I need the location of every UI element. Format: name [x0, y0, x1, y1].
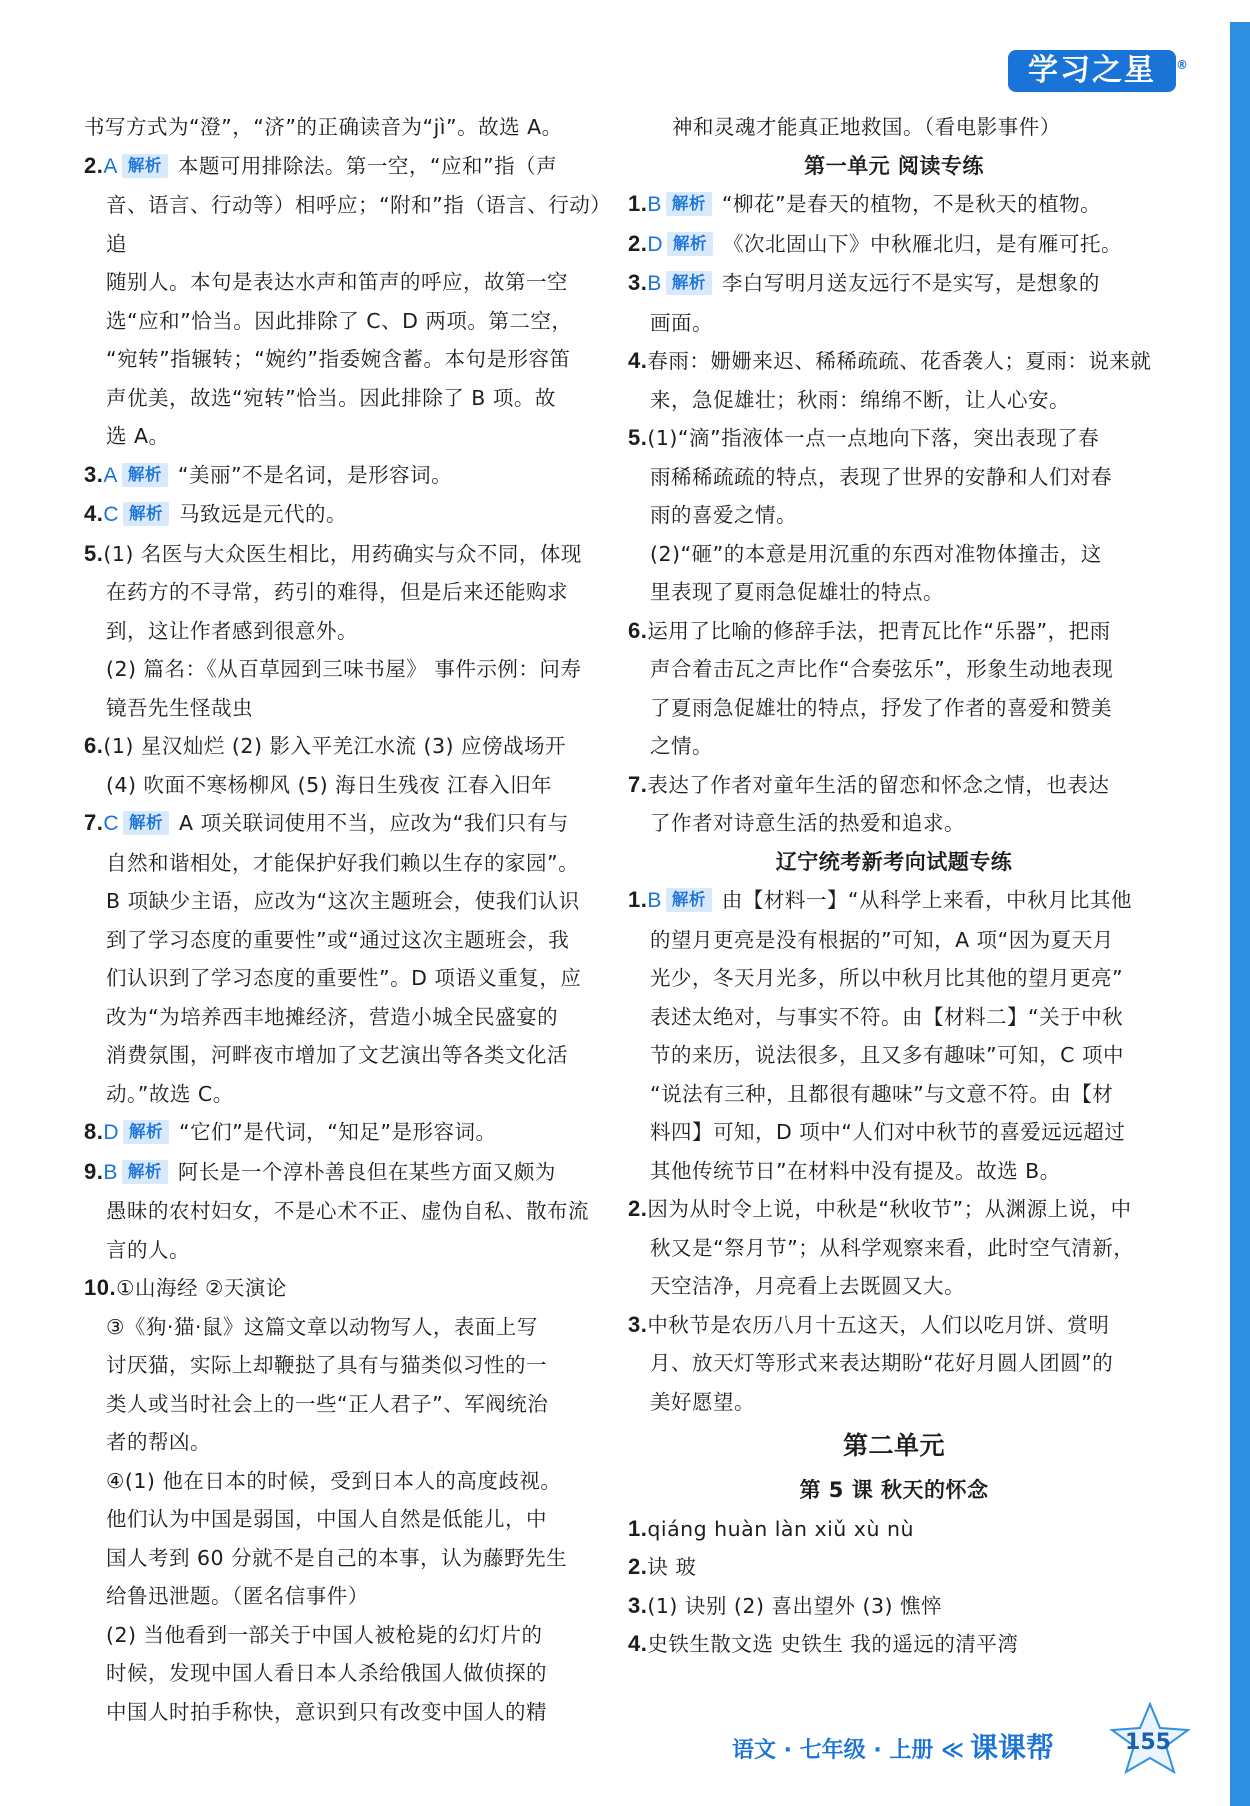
answer-line [628, 573, 1160, 612]
answer-line [84, 1113, 606, 1153]
line-text: 表达了作者对童年生活的留恋和怀念之情，也表达 [647, 772, 1110, 797]
answer-line [628, 881, 1160, 921]
answer-line [84, 1462, 606, 1501]
line-text: 月、放天灯等形式来表达期盼“花好月圆人团圆”的 [650, 1351, 1114, 1375]
line-text: 了作者对诗意生活的热爱和追求。 [650, 811, 965, 835]
answer-choice: B [647, 889, 662, 912]
answer-line [628, 1113, 1160, 1152]
answer-line [84, 263, 606, 302]
line-text: 来，急促雄壮；秋雨：绵绵不断，让人心安。 [650, 387, 1070, 412]
answer-line [84, 417, 606, 456]
answer-line [84, 612, 606, 651]
answer-line [628, 419, 1160, 458]
answer-line [628, 1306, 1160, 1345]
analysis-badge: 解析 [667, 232, 713, 256]
answer-line [84, 1269, 606, 1308]
line-text: 镜吾先生怪哉虫 [106, 695, 253, 720]
line-text: 愚昧的农村妇女，不是心术不正、虚伪自私、散布流 [106, 1199, 589, 1223]
line-text: 中秋节是农历八月十五这天，人们以吃月饼、赏明 [647, 1312, 1110, 1337]
answer-line [628, 804, 1160, 843]
answer-line [84, 186, 606, 263]
line-text: (1) 星汉灿烂 (2) 影入平羌江水流 (3) 应傍战场开 [103, 734, 567, 758]
line-text: 第一单元 阅读专练 [804, 153, 984, 178]
answer-line [84, 1539, 606, 1578]
line-text: 在药方的不寻常，药引的难得，但是后来还能购求 [106, 580, 568, 604]
answer-choice: D [647, 232, 664, 256]
answer-line [84, 921, 606, 960]
answer-line [628, 612, 1160, 651]
line-text: 第二单元 [842, 1431, 945, 1460]
line-text: “柳花”是春天的植物，不是秋天的植物。 [721, 192, 1102, 216]
line-text: 声优美，故选“宛转”恰当。因此排除了 B 项。故 [106, 385, 556, 410]
line-text: 运用了比喻的修辞手法，把青瓦比作“乐器”，把雨 [647, 618, 1111, 643]
analysis-badge: 解析 [666, 888, 712, 912]
item-number: 5. [628, 425, 648, 450]
answer-line [84, 998, 606, 1037]
line-text: 讨厌猫，实际上却鞭挞了具有与猫类似习性的一 [106, 1353, 547, 1377]
answer-line [84, 1075, 606, 1114]
line-text: 书写方式为“澄”，“济”的正确读音为“jì”。故选 A。 [84, 115, 563, 139]
item-number: 7. [628, 771, 648, 797]
line-text: 由【材料一】“从科学上来看，中秋月比其他 [721, 888, 1132, 912]
analysis-badge: 解析 [122, 154, 168, 178]
answer-line [84, 689, 606, 728]
analysis-badge: 解析 [123, 1120, 169, 1144]
answer-line [84, 650, 606, 689]
answer-choice: C [103, 812, 120, 835]
answer-line [84, 882, 606, 921]
item-number: 10. [84, 1275, 117, 1300]
answer-line [628, 959, 1160, 998]
item-number: 3. [628, 1592, 648, 1618]
line-text: 史铁生散文选 史铁生 我的遥远的清平湾 [647, 1632, 1019, 1656]
item-number: 3. [628, 1311, 648, 1337]
item-number: 2. [628, 230, 648, 256]
line-text: 阿长是一个淳朴善良但在某些方面又颇为 [177, 1159, 556, 1184]
item-number: 1. [628, 1515, 648, 1541]
answer-line [628, 381, 1160, 420]
line-text: 节的来历，说法很多，且又多有趣味”可知，C 项中 [650, 1043, 1124, 1067]
answer-line [84, 1036, 606, 1075]
answer-choice: B [647, 193, 662, 216]
line-text: 雨的喜爱之情。 [650, 503, 797, 527]
item-number: 3. [84, 461, 104, 487]
line-text: 类人或当时社会上的一些“正人君子”、军阀统治 [106, 1391, 549, 1416]
line-text: 改为“为培养西丰地摊经济，营造小城全民盛宴的 [106, 1004, 559, 1029]
line-text: 因为从时令上说，中秋是“秋收节”；从渊源上说，中 [647, 1197, 1132, 1221]
answer-line [628, 1152, 1160, 1191]
line-text: 他们认为中国是弱国，中国人自然是低能儿，中 [106, 1507, 547, 1531]
analysis-badge: 解析 [122, 1160, 168, 1184]
line-text: 中国人时拍手称快，意识到只有改变中国人的精 [106, 1699, 547, 1724]
footer-series: 课课帮 [970, 1731, 1055, 1764]
line-text: 李白写明月送友远行不是实写，是想象的 [721, 271, 1100, 295]
right-edge-bar [1230, 22, 1250, 1806]
line-text: ③《狗·猫·鼠》这篇文章以动物写人，表面上写 [106, 1314, 538, 1339]
line-text: B 项缺少主语，应改为“这次主题班会，使我们认识 [106, 889, 580, 913]
line-text: 天空洁净，月亮看上去既圆又大。 [650, 1274, 965, 1298]
line-text: 料四】可知，D 项中“人们对中秋节的喜爱远远超过 [650, 1120, 1126, 1144]
answer-line [84, 1500, 606, 1539]
line-text: “它们”是代词，“知足”是形容词。 [179, 1120, 497, 1144]
line-text: 表述太绝对，与事实不符。由【材料二】“关于中秋 [650, 1004, 1124, 1029]
analysis-badge: 解析 [666, 192, 712, 216]
item-number: 3. [628, 270, 648, 295]
answer-line [628, 1510, 1160, 1549]
line-text: 音、语言、行动等）相呼应；“附和”指（语言、行动）追 [106, 193, 601, 256]
page-number: 155 [1125, 1730, 1171, 1755]
answer-choice: C [103, 503, 120, 526]
answer-line [84, 108, 606, 147]
answer-line [628, 1344, 1160, 1383]
answer-line [628, 1229, 1160, 1268]
answer-line [628, 650, 1160, 689]
brand-logo: 学习之星 ® [1008, 50, 1176, 92]
answer-line [628, 766, 1160, 805]
answer-line [628, 1383, 1160, 1422]
line-text: (1) 名医与大众医生相比，用药确实与众不同，体现 [103, 541, 582, 566]
item-number: 7. [84, 810, 104, 835]
answer-line [628, 185, 1160, 225]
answer-line [628, 689, 1160, 728]
line-text: 到，这让作者感到很意外。 [106, 618, 358, 643]
line-text: ①山海经 ②天演论 [116, 1276, 287, 1300]
answer-line [84, 959, 606, 998]
line-text: 消费氛围，河畔夜市增加了文艺演出等各类文化活 [106, 1043, 568, 1067]
answer-choice: B [103, 1160, 118, 1184]
line-text: 神和灵魂才能真正地救国。（看电影事件） [672, 115, 1061, 139]
item-number: 2. [628, 1554, 648, 1579]
answer-line [84, 495, 606, 535]
line-text: 国人考到 60 分就不是自己的本事，认为藤野先生 [106, 1545, 568, 1570]
answer-line [84, 302, 606, 341]
line-text: 诀 玻 [647, 1555, 697, 1579]
line-text: 本题可用排除法。第一空，“应和”指（声 [177, 153, 558, 178]
item-number: 1. [628, 191, 648, 216]
line-text: 辽宁统考新考向试题专练 [775, 849, 1013, 874]
item-number: 2. [628, 1196, 648, 1221]
answer-line [628, 108, 1160, 147]
answer-choice: A [103, 463, 118, 487]
answer-line [84, 340, 606, 379]
answer-line [628, 1075, 1160, 1114]
line-text: 声合着击瓦之声比作“合奏弦乐”，形象生动地表现 [650, 657, 1114, 681]
answer-line [84, 766, 606, 805]
section-heading [628, 1421, 1160, 1471]
line-text: 选 A。 [106, 424, 170, 448]
answer-line [84, 1423, 606, 1462]
line-text: 光少，冬天月光多，所以中秋月比其他的望月更亮” [650, 966, 1124, 990]
line-text: 者的帮凶。 [106, 1430, 211, 1454]
line-text: “说法有三种，且都很有趣味”与文意不符。由【材 [650, 1081, 1114, 1106]
line-text: “美丽”不是名词，是形容词。 [177, 462, 453, 487]
answer-line [628, 1036, 1160, 1075]
analysis-badge: 解析 [122, 463, 168, 487]
answer-line [628, 342, 1160, 381]
item-number: 6. [84, 733, 104, 758]
answer-line [628, 535, 1160, 574]
line-text: 其他传统节日”在材料中没有提及。故选 B。 [650, 1158, 1061, 1183]
analysis-badge: 解析 [123, 502, 169, 526]
line-text: 里表现了夏雨急促雄壮的特点。 [650, 580, 944, 604]
answer-line [628, 458, 1160, 497]
line-text: (1) 诀别 (2) 喜出望外 (3) 憔悴 [647, 1593, 943, 1618]
line-text: (2)“砸”的本意是用沉重的东西对准物体撞击，这 [650, 541, 1102, 566]
answer-line [84, 1153, 606, 1193]
answer-choice: D [103, 1121, 120, 1144]
answer-line [84, 1654, 606, 1693]
line-text: 选“应和”恰当。因此排除了 C、D 两项。第二空， [106, 308, 573, 333]
line-text: 到了学习态度的重要性”或“通过这次主题班会，我 [106, 927, 570, 952]
item-number: 2. [84, 152, 104, 178]
answer-line [628, 1190, 1160, 1229]
line-text: 们认识到了学习态度的重要性”。D 项语义重复，应 [106, 966, 582, 990]
line-text: 言的人。 [106, 1237, 190, 1262]
answer-line [628, 921, 1160, 960]
answer-line [84, 1693, 606, 1732]
line-text: 自然和谐相处，才能保护好我们赖以生存的家园”。 [106, 850, 580, 875]
line-text: “宛转”指辗转；“婉约”指委婉含蓄。本句是形容笛 [106, 347, 571, 371]
answer-line [628, 225, 1160, 265]
answer-choice: A [103, 154, 118, 178]
line-text: 《次北固山下》中秋雁北归，是有雁可托。 [723, 231, 1123, 256]
line-text: (4) 吹面不寒杨柳风 (5) 海日生残夜 江春入旧年 [106, 772, 553, 797]
footer-subject: 语文 · 七年级 · 上册 ≪ [732, 1738, 965, 1763]
answer-line [628, 1587, 1160, 1626]
line-text: 春雨：姗姗来迟、稀稀疏疏、花香袭人；夏雨：说来就 [647, 349, 1152, 373]
answer-line [84, 1346, 606, 1385]
line-text: (2) 篇名：《从百草园到三味书屋》 事件示例：问寿 [106, 657, 582, 681]
answer-line [84, 573, 606, 612]
right-column [628, 108, 1160, 1664]
line-text: A 项关联词使用不当，应改为“我们只有与 [179, 811, 569, 835]
answer-line [84, 1577, 606, 1616]
answer-line [84, 1308, 606, 1347]
line-text: 动。”故选 C。 [106, 1081, 234, 1106]
line-text: 第 5 课 秋天的怀念 [799, 1478, 989, 1502]
answer-line [628, 1625, 1160, 1664]
item-number: 8. [84, 1119, 104, 1144]
answer-line [628, 1548, 1160, 1587]
answer-line [84, 147, 606, 187]
answer-line [628, 727, 1160, 766]
line-text: 之情。 [650, 734, 713, 758]
line-text: 随别人。本句是表达水声和笛声的呼应，故第一空 [106, 270, 568, 294]
line-text: 画面。 [650, 310, 713, 335]
answer-line [84, 844, 606, 883]
answer-line [84, 804, 606, 844]
item-number: 1. [628, 887, 648, 912]
answer-line [84, 1616, 606, 1655]
line-text: 的望月更亮是没有根据的”可知，A 项“因为夏天月 [650, 927, 1114, 952]
answer-choice: B [647, 272, 662, 295]
answer-line [84, 1192, 606, 1231]
answer-line [84, 379, 606, 418]
analysis-badge: 解析 [123, 811, 169, 835]
answer-line [628, 304, 1160, 343]
answer-line [84, 456, 606, 496]
analysis-badge: 解析 [666, 271, 712, 295]
line-text: ④(1) 他在日本的时候，受到日本人的高度歧视。 [106, 1468, 562, 1493]
footer [732, 1726, 1054, 1766]
line-text: (1)“滴”指液体一点一点地向下落，突出表现了春 [647, 426, 1100, 450]
line-text: qiáng huàn làn xiǔ xù nù [647, 1516, 914, 1541]
left-column [84, 108, 606, 1731]
line-text: 雨稀稀疏疏的特点，表现了世界的安静和人们对春 [650, 464, 1112, 489]
item-number: 9. [84, 1158, 104, 1184]
line-text: 美好愿望。 [650, 1389, 755, 1414]
item-number: 4. [628, 348, 648, 373]
line-text: 时候，发现中国人看日本人杀给俄国人做侦探的 [106, 1661, 547, 1685]
line-text: 马致远是元代的。 [179, 502, 348, 526]
answer-line [628, 998, 1160, 1037]
section-heading [628, 147, 1160, 186]
line-text: 了夏雨急促雄壮的特点，抒发了作者的喜爱和赞美 [650, 695, 1112, 720]
item-number: 5. [84, 540, 104, 566]
item-number: 4. [628, 1631, 648, 1656]
answer-line [628, 264, 1160, 304]
item-number: 6. [628, 617, 648, 643]
line-text: (2) 当他看到一部关于中国人被枪毙的幻灯片的 [106, 1622, 543, 1647]
answer-line [628, 496, 1160, 535]
section-heading [628, 1471, 1160, 1510]
answer-line [84, 727, 606, 766]
answer-line [628, 1267, 1160, 1306]
line-text: 秋又是“祭月节”；从科学观察来看，此时空气清新， [650, 1235, 1135, 1260]
section-heading [628, 843, 1160, 882]
answer-line [84, 535, 606, 574]
answer-line [84, 1385, 606, 1424]
item-number: 4. [84, 501, 104, 526]
answer-line [84, 1231, 606, 1270]
line-text: 给鲁迅泄题。（匿名信事件） [106, 1584, 369, 1608]
